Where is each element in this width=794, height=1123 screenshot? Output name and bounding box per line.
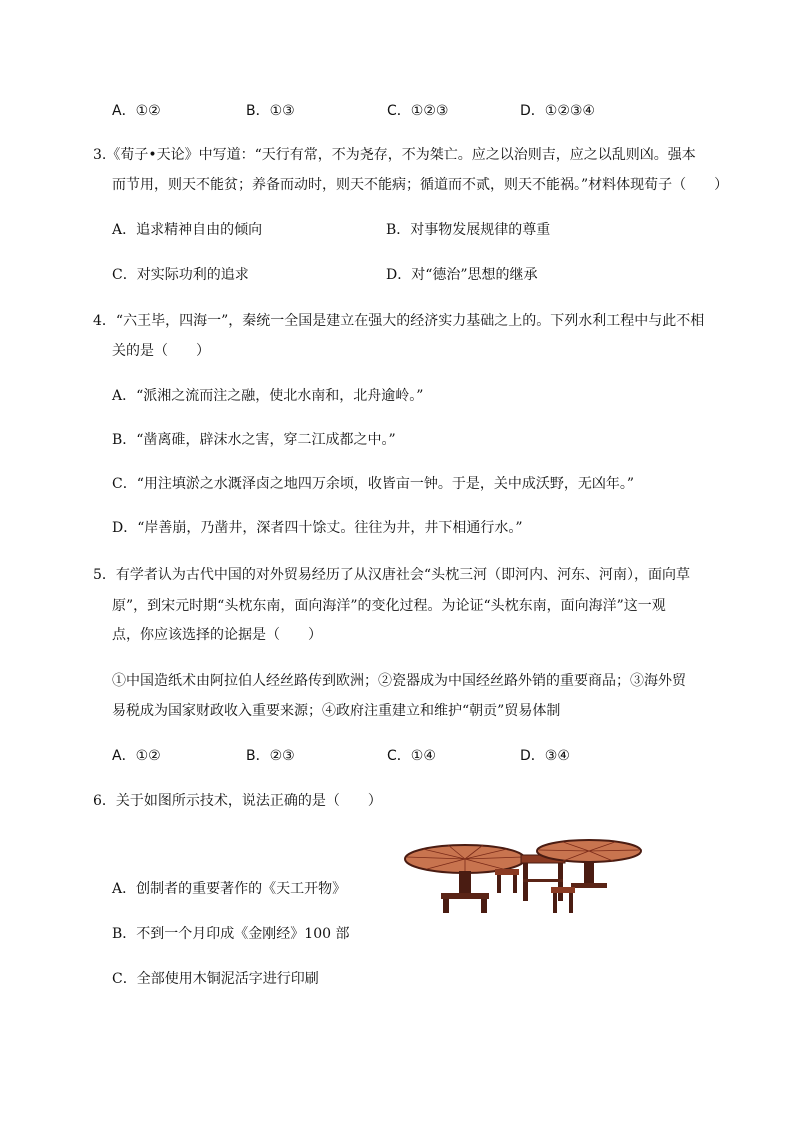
q4-option-b: B．“凿离碓，辟沫水之害，穿二江成都之中。” xyxy=(112,432,396,448)
q4-stem-line1: 4．“六王毕，四海一”，秦统一全国是建立在强大的经济实力基础之上的。下列水利工程中与此不相 xyxy=(93,313,705,329)
rotating-type-table-illustration xyxy=(403,835,643,915)
q4-option-d: D．“岸善崩，乃凿井，深者四十馀丈。往往为井，井下相通行水。” xyxy=(112,520,523,536)
q3-stem-line1: 3.《荀子•天论》中写道：“天行有常，不为尧存，不为桀亡。应之以治则吉，应之以乱则凶。强本 xyxy=(93,147,696,163)
q2-option-c: C．①②③ xyxy=(387,103,449,119)
q4-option-c: C．“用注填淤之水溉泽卤之地四万余顷，收皆亩一钟。于是，关中成沃野，无凶年。” xyxy=(112,476,635,492)
q5-stem-line3: 点，你应该选择的论据是（ ） xyxy=(112,627,322,643)
q3-option-d: D．对“德治”思想的继承 xyxy=(386,267,538,283)
q3-option-a: A．追求精神自由的倾向 xyxy=(112,222,263,238)
q3-stem-line2: 而节用，则天不能贫；养备而动时，则天不能病；循道而不贰，则天不能祸。”材料体现荀子（ ） xyxy=(112,177,729,193)
q5-option-a: A．①② xyxy=(112,748,161,764)
q5-stem-line2: 原”，到宋元时期“头枕东南，面向海洋”的变化过程。为论证“头枕东南，面向海洋”这一观 xyxy=(112,598,666,614)
q6-option-a: A．创制者的重要著作的《天工开物》 xyxy=(112,881,347,897)
q3-option-c: C．对实际功利的追求 xyxy=(112,267,249,283)
q2-option-d: D．①②③④ xyxy=(520,103,595,119)
q5-stem-line1: 5．有学者认为古代中国的对外贸易经历了从汉唐社会“头枕三河（即河内、河东、河南），面向草 xyxy=(93,567,691,583)
q5-option-b: B．②③ xyxy=(246,748,295,764)
q6-option-b: B．不到一个月印成《金刚经》100 部 xyxy=(112,926,350,942)
rotating-type-table-figure xyxy=(403,835,643,915)
q3-option-b: B．对事物发展规律的尊重 xyxy=(386,222,551,238)
q2-option-a: A．①② xyxy=(112,103,161,119)
q4-option-a: A．“派湘之流而注之融，使北水南和，北舟逾岭。” xyxy=(112,388,424,404)
q4-stem-line2: 关的是（ ） xyxy=(112,343,210,359)
q5-material-line2: 易税成为国家财政收入重要来源；④政府注重建立和维护“朝贡”贸易体制 xyxy=(112,703,561,719)
q5-option-c: C．①④ xyxy=(387,748,436,764)
q2-option-b: B．①③ xyxy=(246,103,295,119)
q6-option-c: C．全部使用木铜泥活字进行印刷 xyxy=(112,971,319,987)
q6-stem: 6．关于如图所示技术，说法正确的是（ ） xyxy=(93,793,382,809)
q5-material-line1: ①中国造纸术由阿拉伯人经丝路传到欧洲；②瓷器成为中国经丝路外销的重要商品；③海外贸 xyxy=(112,673,686,689)
q5-option-d: D．③④ xyxy=(520,748,570,764)
